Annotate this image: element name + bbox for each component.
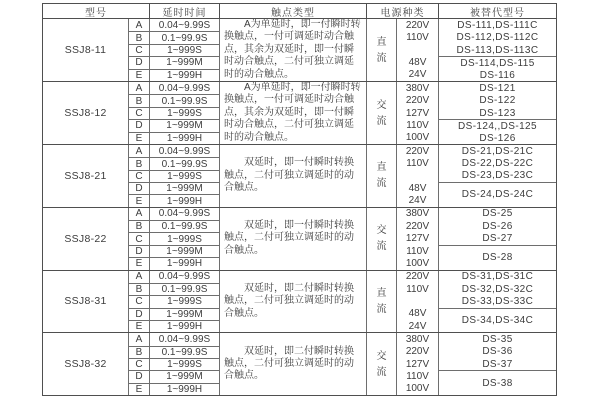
contact-type-text: 双延时，即一付瞬时转换触点，二付可独立调延时的动合触点。 [224,157,354,194]
model-cell: SSJ8-12 [64,107,107,120]
letter-cell: A [128,145,149,157]
replaced-model: DS-113,DS-113C [456,44,539,56]
letter-cell: C [128,107,149,119]
power-type-cell [366,145,396,207]
time-cell: 1~999M [149,308,219,320]
power-type-char: 直 [376,162,387,174]
time-cell: 0.1~99.9S [149,157,219,169]
relay-block [43,144,556,207]
voltage-value: 220V [405,271,430,283]
letter-cell: D [128,119,149,131]
contact-type-text: A为单延时，即一付瞬时转换触点，一付可调延时动合触点，其余为双延时，即一付瞬时动合触点，二付可独立调延时的动合触点。 [224,82,361,143]
power-type-char: 直 [376,287,387,299]
relay-spec-table [42,3,557,396]
time-cell: 1~999S [149,232,219,244]
letter-cell: C [128,232,149,244]
contact-type-cell [219,82,366,144]
replaced-models-bottom [438,245,556,270]
contact-type-text: 双延时，即二付瞬时转换触点，二付可独立调延时的动合触点。 [224,345,354,382]
letter-cell: C [128,295,149,307]
power-type-char: 交 [376,99,387,111]
time-cell: 1~999H [149,69,219,81]
replaced-model: DS-114,DS-115 [460,57,535,69]
letter-cell: A [128,333,149,345]
replaced-model: DS-26 [482,220,513,232]
voltage-cell [396,19,438,81]
letter-cell: D [128,245,149,257]
replaced-model: DS-37 [482,358,513,370]
voltage-value: 110V [406,32,429,44]
voltage-value: 380V [405,208,430,220]
time-cell: 1~999S [149,107,219,119]
voltage-value [397,170,438,182]
letter-cell: D [128,308,149,320]
replaced-model: DS-24,DS-24C [461,189,534,201]
voltage-value: 110V [406,370,429,382]
replaced-model: DS-35 [482,333,513,345]
table-body [43,19,556,395]
voltage-value: 110V [406,283,429,295]
voltage-cell [396,145,438,207]
time-cell: 1~999S [149,358,219,370]
power-type-cell [366,82,396,144]
letter-cell: C [128,170,149,182]
time-cell: 1~999M [149,182,219,194]
voltage-value: 100V [405,257,430,269]
voltage-cell [396,271,438,333]
voltage-value: 24V [408,320,427,332]
letter-cell: E [128,132,149,144]
time-cell: 1~999S [149,295,219,307]
model-cell: SSJ8-32 [64,358,107,371]
voltage-value: 48V [408,182,427,194]
replaced-models-bottom [438,182,556,207]
power-type-cell [366,208,396,270]
letter-cell: B [128,94,149,106]
replaced-models-bottom [438,56,556,81]
letter-cell: B [128,157,149,169]
replaced-model: DS-25 [482,208,513,220]
voltage-value: 48V [408,56,427,68]
header-replaced-model: 被替代型号 [438,4,556,19]
power-type-char: 流 [376,303,387,315]
time-cell: 1~999H [149,383,219,395]
relay-block [43,270,556,333]
power-type-cell [366,333,396,395]
letter-cell: B [128,346,149,358]
voltage-value [397,44,438,56]
voltage-value: 127V [405,358,430,370]
replaced-models-top [438,145,556,182]
time-cell: 0.04~9.99S [149,82,219,94]
replaced-models-bottom [438,308,556,333]
voltage-value: 100V [405,383,430,395]
power-type-char: 流 [376,178,387,190]
power-type-char: 交 [376,225,387,237]
power-type-char: 流 [376,241,387,253]
relay-block [43,19,556,81]
voltage-value: 48V [408,308,427,320]
letter-cell: D [128,56,149,68]
contact-type-cell [219,208,366,270]
replaced-models-top [438,208,556,245]
replaced-model: DS-23,DS-23C [461,170,534,182]
replaced-models-top [438,333,556,370]
letter-cell: E [128,257,149,269]
contact-type-cell [219,19,366,81]
voltage-value [397,295,438,307]
model-cell: SSJ8-11 [64,44,107,57]
letter-cell: E [128,69,149,81]
time-cell: 0.1~99.9S [149,346,219,358]
replaced-model: DS-27 [482,233,513,245]
voltage-value: 110V [406,245,429,257]
replaced-model: DS-124,,DS-125 [458,120,537,132]
letter-cell: E [128,320,149,332]
voltage-value: 380V [405,333,430,345]
contact-type-text: 双延时，即二付瞬时转换触点，二付可独立调延时的动合触点。 [224,282,354,319]
model-cell: SSJ8-31 [64,295,107,308]
time-cell: 1~999M [149,56,219,68]
replaced-model: DS-36 [482,346,513,358]
voltage-value: 127V [405,107,430,119]
voltage-value: 220V [405,145,430,157]
voltage-value: 127V [405,233,430,245]
time-cell: 0.1~99.9S [149,283,219,295]
replaced-model: DS-116 [479,69,516,81]
voltage-value: 110V [406,119,429,131]
replaced-model: DS-112,DS-112C [456,32,539,44]
letter-cell: B [128,220,149,232]
time-cell: 0.1~99.9S [149,94,219,106]
power-type-cell [366,271,396,333]
replaced-model: DS-28 [482,252,513,264]
contact-type-cell [219,145,366,207]
voltage-value: 100V [405,132,430,144]
letter-cell: A [128,19,149,31]
letter-cell: E [128,383,149,395]
relay-block [43,207,556,270]
voltage-cell [396,82,438,144]
voltage-value: 24V [408,69,427,81]
relay-block [43,81,556,144]
time-cell: 1~999H [149,132,219,144]
time-cell: 0.04~9.99S [149,208,219,220]
contact-type-text: 双延时，即一付瞬时转换触点，二付可独立调延时的动合触点。 [224,220,354,256]
voltage-value: 380V [405,82,430,94]
time-cell: 0.1~99.9S [149,31,219,43]
letter-cell: B [128,283,149,295]
replaced-model: DS-121 [479,82,516,94]
power-type-char: 直 [376,36,387,48]
header-contact-type: 触点类型 [219,4,366,19]
power-type-char: 流 [376,366,387,378]
voltage-value: 220V [405,19,430,31]
model-cell: SSJ8-22 [64,232,107,245]
letter-cell: E [128,194,149,206]
replaced-model: DS-111,DS-111C [457,19,538,31]
replaced-model: DS-31,DS-31C [461,271,534,283]
time-cell: 1~999M [149,370,219,382]
header-power-type: 电源种类 [366,4,438,19]
time-cell: 0.04~9.99S [149,145,219,157]
replaced-model: DS-38 [482,377,513,389]
power-type-cell [366,19,396,81]
replaced-models-top [438,19,556,56]
letter-cell: D [128,182,149,194]
replaced-model: DS-33,DS-33C [461,295,534,307]
time-cell: 0.04~9.99S [149,333,219,345]
replaced-model: DS-21,DS-21C [461,145,534,157]
contact-type-cell [219,271,366,333]
header-delay-time: 延时时间 [149,4,219,19]
voltage-cell [396,208,438,270]
replaced-model: DS-22,DS-22C [461,158,534,170]
relay-block [43,332,556,395]
replaced-models-top [438,82,556,119]
letter-cell: D [128,370,149,382]
replaced-model: DS-123 [479,107,516,119]
replaced-models-bottom [438,119,556,144]
time-cell: 1~999S [149,170,219,182]
letter-cell: C [128,44,149,56]
time-cell: 0.04~9.99S [149,271,219,283]
time-cell: 1~999M [149,119,219,131]
letter-cell: C [128,358,149,370]
time-cell: 1~999H [149,257,219,269]
time-cell: 1~999M [149,245,219,257]
time-cell: 1~999H [149,194,219,206]
letter-cell: A [128,271,149,283]
voltage-value: 220V [405,220,430,232]
replaced-models-bottom [438,370,556,395]
letter-cell: B [128,31,149,43]
model-cell: SSJ8-21 [64,169,107,182]
voltage-value: 220V [405,346,430,358]
header-model: 型号 [85,8,107,19]
voltage-value: 110V [406,158,429,170]
contact-type-text: A为单延时，即一付瞬时转换触点，一付可调延时动合触点，其余为双延时，即一付瞬时动合触点，二付可独立调延时的动合触点。 [224,19,361,80]
replaced-model: DS-32,DS-32C [461,283,534,295]
replaced-model: DS-126 [479,132,516,144]
time-cell: 0.1~99.9S [149,220,219,232]
voltage-value: 24V [408,195,427,207]
time-cell: 1~999H [149,320,219,332]
letter-cell: A [128,82,149,94]
voltage-value: 220V [405,95,430,107]
time-cell: 0.04~9.99S [149,19,219,31]
voltage-cell [396,333,438,395]
power-type-char: 交 [376,350,387,362]
letter-cell: A [128,208,149,220]
replaced-model: DS-34,DS-34C [461,314,534,326]
power-type-char: 流 [376,52,387,64]
contact-type-cell [219,333,366,395]
replaced-models-top [438,271,556,308]
replaced-model: DS-122 [479,95,516,107]
table-header [43,4,556,19]
power-type-char: 流 [376,115,387,127]
time-cell: 1~999S [149,44,219,56]
